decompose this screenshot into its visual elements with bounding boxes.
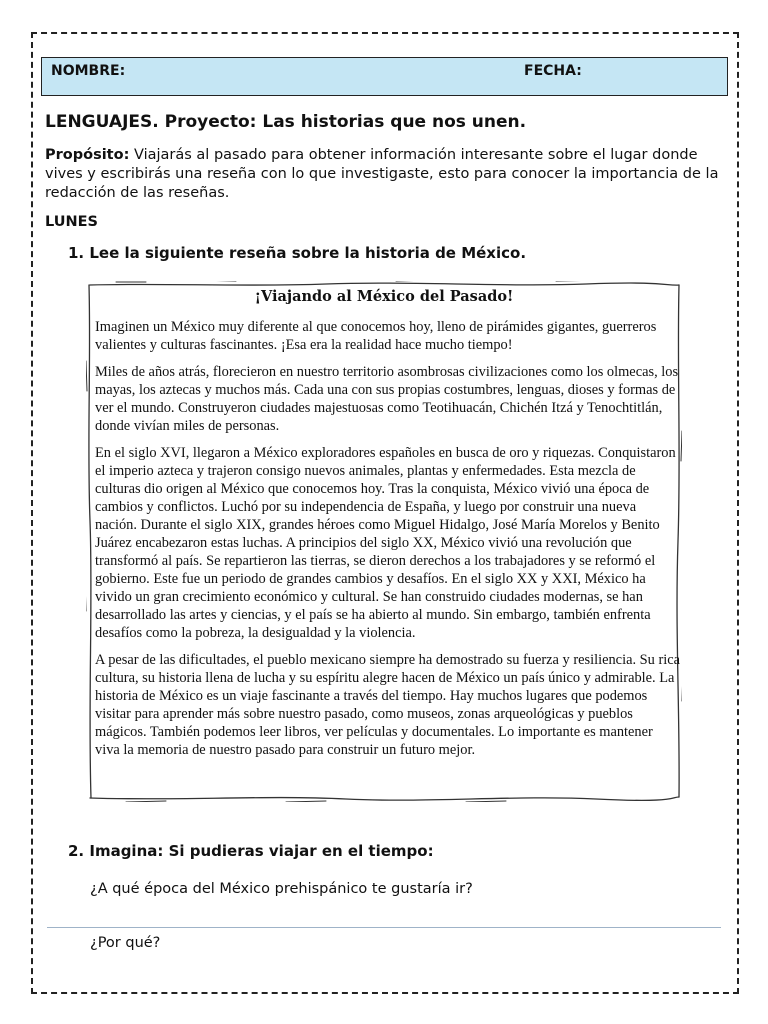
day-heading: LUNES [45, 214, 98, 230]
page-title: LENGUAJES. Proyecto: Las historias que nos unen. [45, 112, 527, 132]
question-1: 1. Lee la siguiente reseña sobre la historia de México. [68, 244, 527, 262]
sub-question-why: ¿Por qué? [90, 935, 161, 951]
question-2: 2. Imagina: Si pudieras viajar en el tiempo: [68, 842, 434, 860]
review-paragraph: Miles de años atrás, florecieron en nuestro territorio asombrosas civilizaciones como los olmecas, los mayas, los aztecas y muchos más. Cada una con sus propias costumbres, lenguas, dioses y formas de ver el mundo. Construyeron ciudades majestuosas como Teotihuacán, Chichén Itzá y Tenochtitlán, donde vivían miles de personas. [95, 364, 679, 434]
review-box [86, 281, 682, 802]
purpose-paragraph [45, 146, 735, 203]
purpose-label: Propósito: [45, 147, 130, 163]
sub-question-epoch: ¿A qué época del México prehispánico te gustaría ir? [90, 881, 473, 897]
fecha-label: FECHA: [524, 63, 582, 79]
purpose-text: Viajarás al pasado para obtener información interesante sobre el lugar donde vives y escribirás una reseña con lo que investigaste, esto para conocer la importancia de la redacción de las reseñas. [45, 147, 719, 201]
review-paragraph: A pesar de las dificultades, el pueblo mexicano siempre ha demostrado su fuerza y resiliencia. Su rica cultura, su historia llena de lucha y su espíritu alegre hacen de México un país único y admirable. La historia de México es un viaje fascinante a través del tiempo. Hay muchos lugares que podemos visitar para aprender más sobre nuestro pasado, como museos, zonas arqueológicas y pueblos mágicos. También podemos leer libros, ver películas y documentales. Lo importante es mantener viva la memoria de nuestro pasado para construir un futuro mejor. [95, 652, 681, 758]
review-body [95, 318, 681, 768]
review-paragraph: En el siglo XVI, llegaron a México exploradores españoles en busca de oro y riquezas. Conquistaron el imperio azteca y trajeron consigo nuevos animales, plantas y enfermedades. Esta mezcla de culturas dio origen al México que conocemos hoy. Tras la conquista, México vivió una época de cambios y conflictos. Luchó por su independencia de España, y luego por construir una nueva nación. Durante el siglo XIX, grandes héroes como Miguel Hidalgo, José María Morelos y Benito Juárez encabezaron estas luchas. A principios del siglo XX, México vivió una revolución que transformó al país. Se repartieron las tierras, se dieron derechos a los trabajadores y se reformó el gobierno. Este fue un periodo de grandes cambios y desafíos. En el siglo XX y XXI, México ha vivido un gran crecimiento económico y cultural. Se han construido ciudades modernas, se han desarrollado las artes y ciencias, y el país se ha abierto al mundo. Sin embargo, también enfrenta desafíos como la pobreza, la desigualdad y la violencia. [95, 445, 676, 641]
review-paragraph: Imaginen un México muy diferente al que conocemos hoy, lleno de pirámides gigantes, guerreros valientes y culturas fascinantes. ¡Esa era la realidad hace mucho tiempo! [95, 319, 657, 353]
answer-line[interactable] [47, 927, 721, 928]
review-title: ¡Viajando al México del Pasado! [254, 288, 514, 305]
nombre-label: NOMBRE: [51, 63, 126, 79]
header-box [41, 57, 728, 96]
